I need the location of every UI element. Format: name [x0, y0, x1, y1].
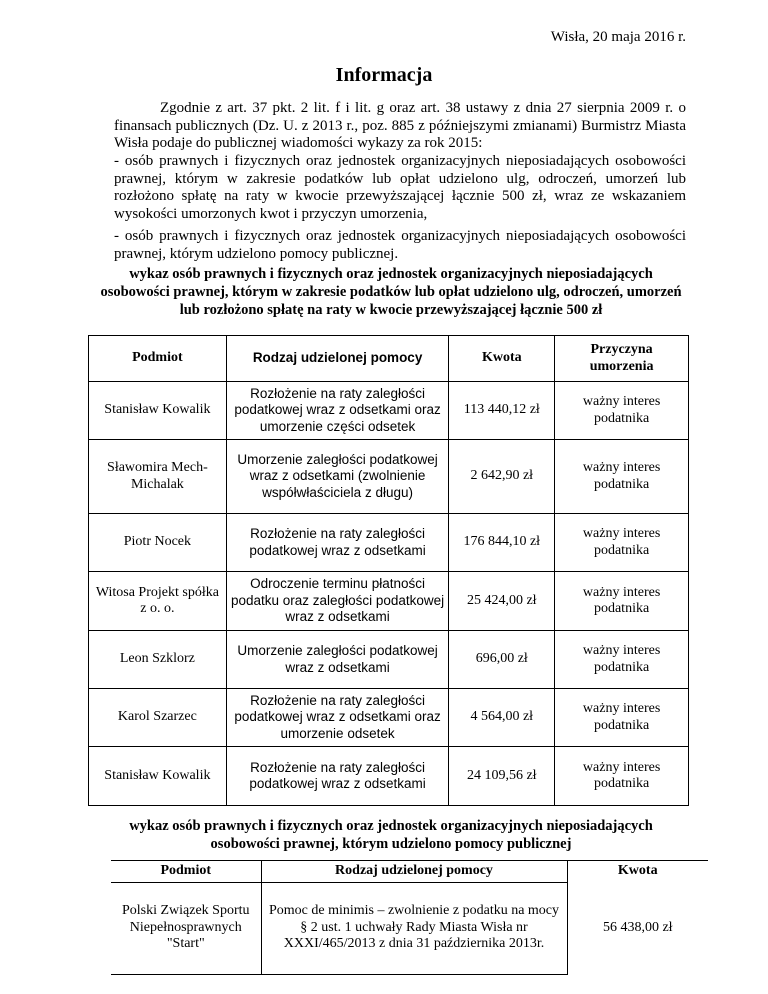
intro-paragraph: Zgodnie z art. 37 pkt. 2 lit. f i lit. g oraz art. 38 ustawy z dnia 27 sierpnia 2009 r. o finansach publicznych (Dz. U. z 2013 r., poz. 885 z późniejszymi zmianami) Burmistrz Miasta Wisła podaje do publicznej wiadomości wykazy za rok 2015: — [114, 100, 686, 152]
cell-aid-type: Umorzenie zaległości podatkowej wraz z odsetkami — [226, 631, 449, 689]
cell-amount: 2 642,90 zł — [449, 440, 555, 514]
cell-entity: Leon Szklorz — [89, 631, 227, 689]
cell-entity: Stanisław Kowalik — [89, 382, 227, 440]
column-header: Kwota — [617, 862, 658, 878]
column-header: Podmiot — [111, 860, 261, 882]
cell-amount: 56 438,00 zł — [602, 919, 673, 935]
table-row — [89, 514, 689, 572]
column-header: Podmiot — [89, 336, 227, 382]
cell-amount: 4 564,00 zł — [449, 689, 555, 747]
cell-amount: 25 424,00 zł — [449, 572, 555, 631]
cell-entity: Stanisław Kowalik — [89, 747, 227, 806]
column-header: Kwota — [449, 336, 555, 382]
cell-reason: ważny interes podatnika — [555, 689, 689, 747]
table-row — [111, 882, 708, 974]
table-header-row — [89, 336, 689, 382]
cell-entity: Piotr Nocek — [89, 514, 227, 572]
bullet-item: - osób prawnych i fizycznych oraz jednostek organizacyjnych nieposiadających osobowości prawnej, którym udzielono pomocy publicznej. — [114, 228, 686, 262]
table-row — [89, 440, 689, 514]
cell-aid-type: Rozłożenie na raty zaległości podatkowej wraz z odsetkami — [226, 747, 449, 806]
cell-reason: ważny interes podatnika — [555, 631, 689, 689]
cell-entity: Karol Szarzec — [89, 689, 227, 747]
cell-entity: Polski Związek Sportu Niepełnosprawnych "Start" — [111, 882, 261, 974]
table-row — [89, 689, 689, 747]
cell-aid-type: Rozłożenie na raty zaległości podatkowej wraz z odsetkami oraz umorzenie części odsetek — [226, 382, 449, 440]
column-header: Przyczyna umorzenia — [555, 336, 689, 382]
table-row — [89, 631, 689, 689]
cell-reason: ważny interes podatnika — [555, 747, 689, 806]
cell-reason: ważny interes podatnika — [555, 382, 689, 440]
relief-table — [88, 335, 689, 806]
cell-aid-type: Rozłożenie na raty zaległości podatkowej wraz z odsetkami — [226, 514, 449, 572]
cell-amount: 113 440,12 zł — [449, 382, 555, 440]
table-row — [89, 747, 689, 806]
bullet-item: - osób prawnych i fizycznych oraz jednostek organizacyjnych nieposiadających osobowości prawnej, którym w zakresie podatków lub opłat udzielono ulg, odroczeń, umorzeń lub rozłożono spłatę na raty w kwocie przewyższającej łącznie 500 zł, wraz ze wskazaniem wysokości umorzonych kwot i przyczyn umorzenia, — [114, 153, 686, 222]
cell-reason: ważny interes podatnika — [555, 572, 689, 631]
section1-heading: wykaz osób prawnych i fizycznych oraz jednostek organizacyjnych nieposiadających osobowości prawnej, którym w zakresie podatków lub opłat udzielono ulg, odroczeń, umorzeń lub rozłożono spłatę na raty w kwocie przewyższającej łącznie 500 zł — [100, 266, 682, 318]
public-aid-table — [111, 860, 708, 975]
cell-aid-type: Umorzenie zaległości podatkowej wraz z odsetkami (zwolnienie współwłaściciela z długu) — [226, 440, 449, 514]
table-row — [89, 382, 689, 440]
cell-amount: 176 844,10 zł — [449, 514, 555, 572]
page-title: Informacja — [335, 64, 433, 86]
table-header-row — [111, 860, 708, 882]
cell-aid-type: Pomoc de minimis – zwolnienie z podatku na mocy § 2 ust. 1 uchwały Rady Miasta Wisła nr XXXI/465/2013 z dnia 31 października 2013r. — [261, 882, 567, 974]
cell-aid-type: Odroczenie terminu płatności podatku oraz zaległości podatkowej wraz z odsetkami — [226, 572, 449, 631]
cell-entity: Witosa Projekt spółka z o. o. — [89, 572, 227, 631]
cell-reason: ważny interes podatnika — [555, 440, 689, 514]
cell-reason: ważny interes podatnika — [555, 514, 689, 572]
column-header: Rodzaj udzielonej pomocy — [261, 860, 567, 882]
section2-heading: wykaz osób prawnych i fizycznych oraz jednostek organizacyjnych nieposiadających osobowości prawnej, którym udzielono pomocy publicznej — [129, 818, 653, 852]
cell-amount: 24 109,56 zł — [449, 747, 555, 806]
cell-amount: 696,00 zł — [449, 631, 555, 689]
column-header: Rodzaj udzielonej pomocy — [226, 336, 449, 382]
cell-aid-type: Rozłożenie na raty zaległości podatkowej wraz z odsetkami oraz umorzenie odsetek — [226, 689, 449, 747]
cell-entity: Sławomira Mech-Michalak — [89, 440, 227, 514]
date-line: Wisła, 20 maja 2016 r. — [550, 29, 686, 45]
table-row — [89, 572, 689, 631]
